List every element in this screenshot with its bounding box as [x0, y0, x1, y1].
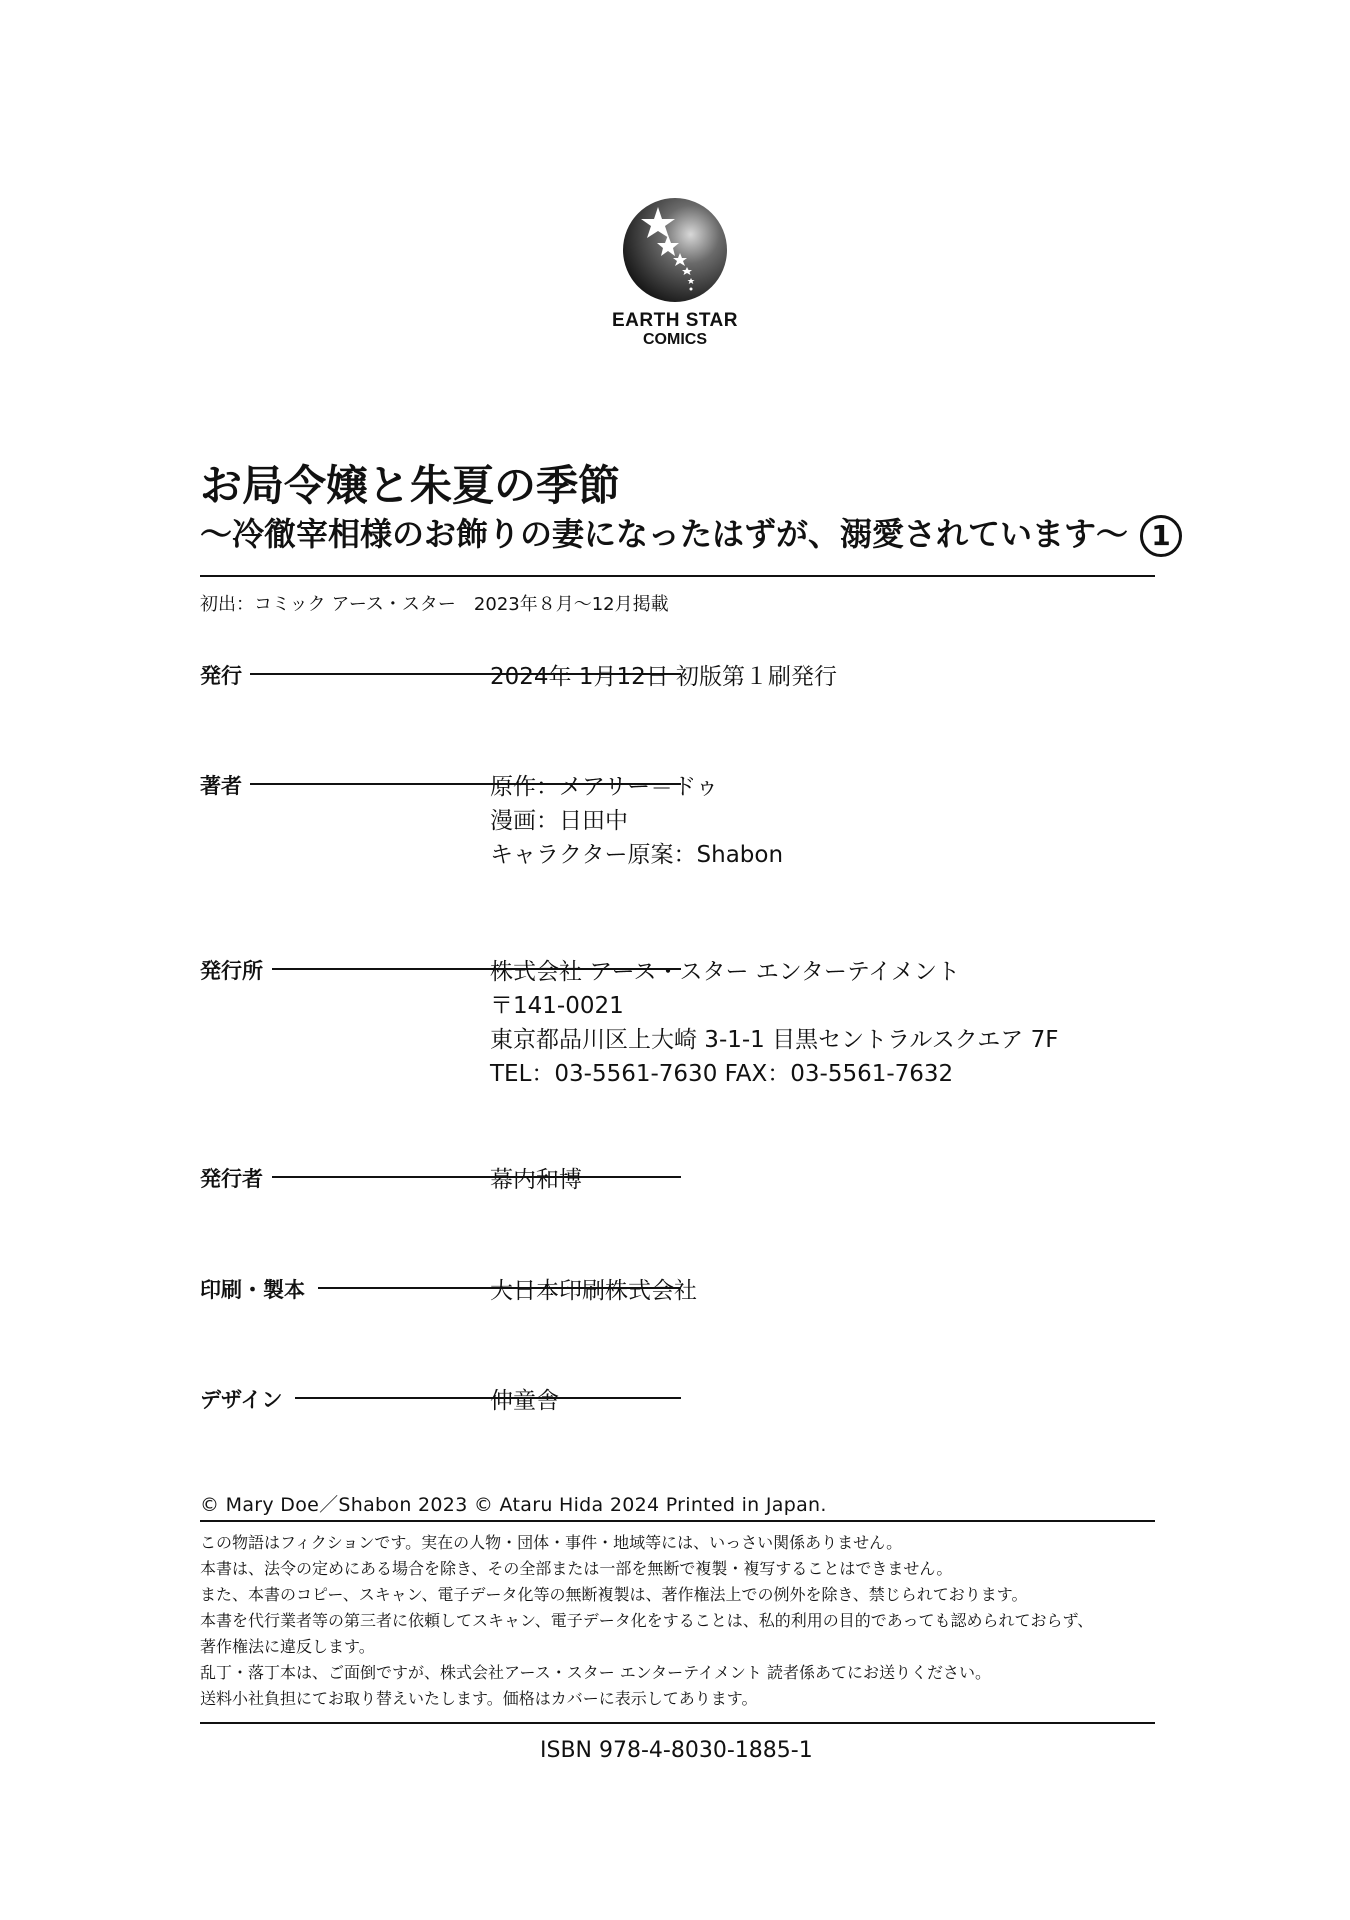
- legal-note: 本書は、法令の定めにある場合を除き、その全部または一部を無断で複製・複写することはできません。: [200, 1559, 953, 1578]
- section-values: [490, 770, 783, 872]
- publisher-logo: [605, 195, 745, 348]
- section-values: [490, 1163, 582, 1197]
- leader-line: [272, 1176, 681, 1178]
- section-label: 発行者: [200, 1167, 263, 1191]
- legal-note: 送料小社負担にてお取り替えいたします。価格はカバーに表示してあります。: [200, 1689, 758, 1708]
- legal-note: また、本書のコピー、スキャン、電子データ化等の無断複製は、著作権法上での例外を除き、禁じられております。: [200, 1585, 1028, 1604]
- section-value: 2024年 1月12日 初版第１刷発行: [490, 664, 838, 690]
- volume-badge: 1: [1140, 515, 1182, 557]
- section-values: [490, 660, 837, 694]
- isbn-divider: [200, 1722, 1155, 1724]
- serialization-note: 初出：コミック アース・スター 2023年８月〜12月掲載: [200, 594, 669, 615]
- section-values: [490, 955, 1058, 1091]
- subtitle-text: 〜冷徹宰相様のお飾りの妻になったはずが、溺愛されています〜: [200, 515, 1129, 553]
- section-label: 発行所: [200, 959, 263, 983]
- leader-line: [295, 1397, 681, 1399]
- section-label: 著者: [200, 774, 242, 798]
- title-divider: [200, 575, 1155, 577]
- section-value: 株式会社 アース・スター エンターテイメント: [490, 959, 961, 985]
- isbn: ISBN 978-4-8030-1885-1: [540, 1738, 813, 1763]
- section-value: TEL：03-5561-7630 FAX：03-5561-7632: [490, 1061, 954, 1087]
- logo-line-2: COMICS: [643, 331, 707, 348]
- section-value: 大日本印刷株式会社: [490, 1278, 697, 1304]
- logo-line-1: EARTH STAR: [611, 310, 739, 331]
- section-label: 印刷・製本: [200, 1278, 305, 1302]
- legal-note: 乱丁・落丁本は、ご面倒ですが、株式会社アース・スター エンターテイメント 読者係あてにお送りください。: [200, 1663, 991, 1682]
- section-label: デザイン: [200, 1388, 283, 1412]
- section-values: [490, 1384, 559, 1418]
- section-value: 原作：メアリー＝ドゥ: [490, 774, 719, 800]
- section-value: 幕内和博: [490, 1167, 582, 1193]
- section-value: 〒141-0021: [490, 993, 624, 1019]
- book-title: お局令嬢と朱夏の季節: [200, 461, 621, 510]
- earth-star-icon: [620, 195, 730, 305]
- section-value: キャラクター原案：Shabon: [490, 842, 784, 868]
- legal-note: 著作権法に違反します。: [200, 1637, 375, 1656]
- section-values: [490, 1274, 697, 1308]
- copyright-divider: [200, 1520, 1155, 1522]
- legal-note: 本書を代行業者等の第三者に依頼してスキャン、電子データ化をすることは、私的利用の目的であっても認められておらず、: [200, 1611, 1094, 1630]
- section-value: 漫画：日田中: [490, 808, 628, 834]
- section-label: 発行: [200, 664, 242, 688]
- legal-notes: [200, 1530, 1093, 1712]
- legal-note: この物語はフィクションです。実在の人物・団体・事件・地域等には、いっさい関係ありません。: [200, 1533, 903, 1552]
- copyright-line: © Mary Doe／Shabon 2023 © Ataru Hida 2024 Printed in Japan.: [200, 1494, 827, 1516]
- section-value: 伸童舎: [490, 1388, 559, 1414]
- section-value: 東京都品川区上大崎 3-1-1 目黒セントラルスクエア 7F: [490, 1027, 1059, 1053]
- book-subtitle: [200, 515, 1182, 557]
